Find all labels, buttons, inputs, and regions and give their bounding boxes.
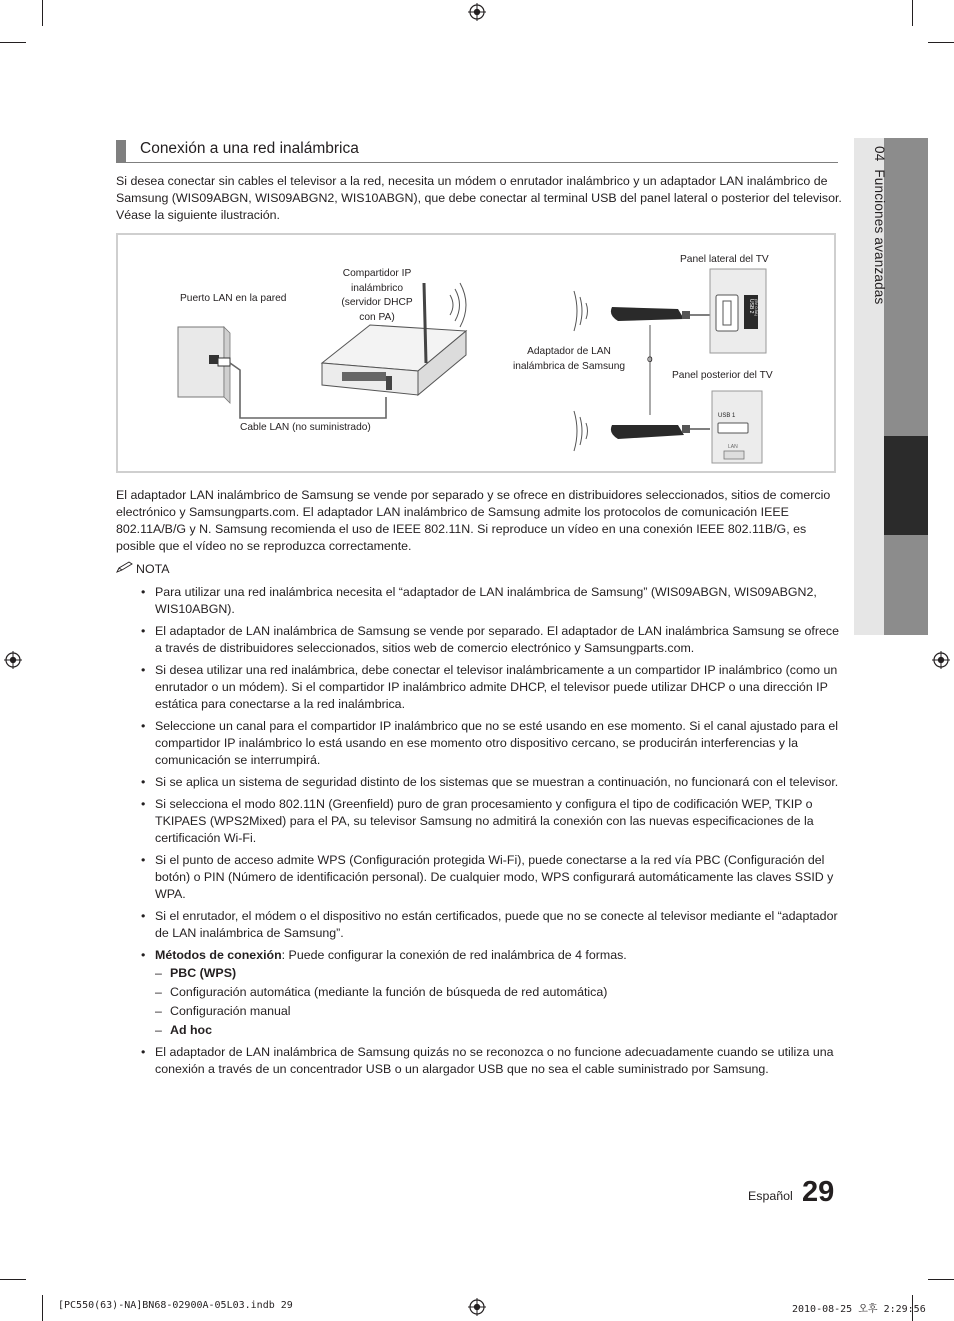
dash: – <box>155 1023 162 1037</box>
methods-label: Métodos de conexión <box>155 948 282 962</box>
usb-side-spec: (5V 0.5A) <box>754 299 759 316</box>
label-adapter <box>504 345 634 374</box>
label-ip-sharer <box>332 267 422 325</box>
registration-mark-icon <box>468 3 486 21</box>
illustration-drawing <box>118 235 834 471</box>
method-item <box>155 984 842 1001</box>
method-item <box>155 1022 842 1039</box>
bullet: • <box>141 1045 146 1059</box>
list-item <box>116 774 842 791</box>
chapter-tab-active <box>884 436 928 535</box>
list-item <box>116 796 842 847</box>
tv-rear-panel <box>712 391 762 463</box>
list-item <box>116 718 842 769</box>
footer-language: Español <box>748 1189 793 1203</box>
list-item <box>116 1044 842 1078</box>
wireless-adapter-icon <box>574 291 724 331</box>
method-text: Ad hoc <box>170 1023 212 1037</box>
label-side-panel: Panel lateral del TV <box>680 254 769 265</box>
bullet: • <box>141 775 146 789</box>
list-item <box>116 623 842 657</box>
crop-mark <box>0 42 26 43</box>
list-item-text: Si se aplica un sistema de seguridad distinto de los sistemas que se muestran a continuación, no funcionará con el televisor. <box>155 775 839 789</box>
bullet: • <box>141 948 146 962</box>
slug-date: 2010-08-25 오후 2:29:56 <box>792 1304 926 1315</box>
label-adapter-line: inalámbrica de Samsung <box>512 360 626 372</box>
label-ip-sharer-line: con PA) <box>359 311 395 323</box>
list-item-text: Si el enrutador, el módem o el dispositivo no están certificados, puede que no se conecte al televisor mediante el “adaptador de LAN inalámbrica de Samsung”. <box>155 909 838 940</box>
note-list <box>116 584 842 1083</box>
list-item <box>116 662 842 713</box>
page-number: 29 <box>802 1176 835 1208</box>
crop-mark <box>928 42 954 43</box>
wall-lan-port <box>178 327 230 403</box>
label-or: o <box>647 354 653 365</box>
lan-port-label: LAN <box>728 444 738 450</box>
section-title: Conexión a una red inalámbrica <box>140 140 359 157</box>
intro-paragraph: Si desea conectar sin cables el televisor a la red, necesita un módem o enrutador inalámbrico y un adaptador LAN inalámbrico de Samsung (WIS09ABGN, WIS09ABGN2, WIS10ABGN), que debe conectar al terminal USB del panel lateral o posterior del televisor. Véase la siguiente ilustración. <box>116 174 842 222</box>
connection-illustration <box>116 233 836 473</box>
bullet: • <box>141 909 146 923</box>
section-rule <box>116 162 838 163</box>
bullet: • <box>141 624 146 638</box>
chapter-tab <box>884 138 928 436</box>
wireless-adapter-icon <box>574 411 710 451</box>
list-item <box>116 908 842 942</box>
method-text: Configuración manual <box>170 1004 291 1018</box>
registration-mark-icon <box>932 651 950 669</box>
crop-mark <box>42 1295 43 1321</box>
label-cable: Cable LAN (no suministrado) <box>240 422 371 433</box>
list-item-text: Si desea utilizar una red inalámbrica, debe conectar el televisor inalámbricamente a un compartidor IP inalámbrico (como un enrutador o un módem). Si el compartidor IP inalámbrico admite DHCP, el televisor puede utilizar DHCP o una dirección IP estática para conectarse a la red inalámbrica. <box>155 663 838 711</box>
list-item <box>116 584 842 618</box>
label-rear-panel: Panel posterior del TV <box>672 370 773 381</box>
chapter-label <box>857 146 887 304</box>
list-item <box>116 852 842 903</box>
list-item-text: Para utilizar una red inalámbrica necesita el “adaptador de LAN inalámbrica de Samsung” (WIS09ABGN, WIS09ABGN2, WIS10ABGN). <box>155 585 817 616</box>
crop-mark <box>42 0 43 26</box>
methods-list <box>155 965 842 1039</box>
method-text: PBC (WPS) <box>170 966 237 980</box>
bullet: • <box>141 585 146 599</box>
chapter-number: 04 <box>872 146 887 162</box>
crop-mark <box>0 1279 26 1280</box>
bullet: • <box>141 853 146 867</box>
usb-side-label: USB 2 <box>748 299 754 314</box>
label-ip-sharer-line: (servidor DHCP <box>341 297 413 308</box>
note-heading <box>116 561 170 576</box>
label-wall-port: Puerto LAN en la pared <box>180 293 287 304</box>
registration-mark-icon <box>4 651 22 669</box>
usb-rear-label: USB 1 <box>718 413 736 419</box>
list-item-text: Si selecciona el modo 802.11N (Greenfield) puro de gran procesamiento y configura el tipo de codificación WEP, TKIP o TKIPAES (WPS2Mixed) para el PA, su televisor Samsung no admitirá la conexión con las nuevas especificaciones de la certificación Wi-Fi. <box>155 797 814 845</box>
label-ip-sharer-line: Compartidor IP <box>342 268 412 279</box>
dash: – <box>155 966 162 980</box>
section-marker <box>116 140 126 162</box>
list-item-text: El adaptador de LAN inalámbrica de Samsung se vende por separado. El adaptador de LAN inalámbrica Samsung se ofrece a través de distribuidores seleccionados, sitios web de comercio electrónico y Samsungparts.com. <box>155 624 839 655</box>
chapter-title: Funciones avanzadas <box>872 169 887 305</box>
dash: – <box>155 985 162 999</box>
method-item <box>155 965 842 982</box>
registration-mark-icon <box>468 1298 486 1316</box>
note-label: NOTA <box>136 562 170 576</box>
crop-mark <box>928 1279 954 1280</box>
methods-text: : Puede configurar la conexión de red inalámbrica de 4 formas. <box>281 948 627 962</box>
label-adapter-line: Adaptador de LAN <box>527 346 611 357</box>
dash: – <box>155 1004 162 1018</box>
method-text: Configuración automática (mediante la función de búsqueda de red automática) <box>170 985 608 999</box>
chapter-tab <box>884 535 928 635</box>
list-item-text: Si el punto de acceso admite WPS (Configuración protegida Wi-Fi), puede conectarse a la red vía PBC (Configuración del botón) o PIN (Número de identificación personal). De cualquier modo, WPS configurará automáticamente las claves SSID y WPA. <box>155 853 834 901</box>
method-item <box>155 1003 842 1020</box>
body-paragraph: El adaptador LAN inalámbrico de Samsung se vende por separado y se ofrece en distribuidores seleccionados, sitios de comercio electrónico y Samsungparts.com. El adaptador LAN inalámbrico de Samsung admite los protocolos de comunicación IEEE 802.11A/B/G y N. Samsung recomienda el uso de IEEE 802.11N. Si reproduce un vídeo en una conexión IEEE 802.11B/G, es posible que el vídeo no se reproduzca correctamente. <box>116 488 831 553</box>
bullet: • <box>141 797 146 811</box>
tv-side-panel <box>710 269 766 353</box>
bullet: • <box>141 663 146 677</box>
label-ip-sharer-line: inalámbrico <box>350 282 404 294</box>
crop-mark <box>912 0 913 26</box>
bullet: • <box>141 719 146 733</box>
list-item-text: El adaptador de LAN inalámbrica de Samsung quizás no se reconozca o no funcione adecuadamente cuando se utiliza una conexión a través de un concentrador USB o un alargador USB que no sea el cable suministrado por Samsung. <box>155 1045 834 1076</box>
list-item-methods <box>116 947 842 1039</box>
slug-file: [PC550(63)-NA]BN68-02900A-05L03.indb 29 <box>58 1300 293 1311</box>
pencil-icon <box>116 561 136 576</box>
list-item-text: Seleccione un canal para el compartidor IP inalámbrico que no se esté usando en ese momento. Si el canal ajustado para el compartidor IP inalámbrico lo está usando en ese momento otro dispositivo cercano, se producirán interferencias y la comunicación se interrumpirá. <box>155 719 839 767</box>
